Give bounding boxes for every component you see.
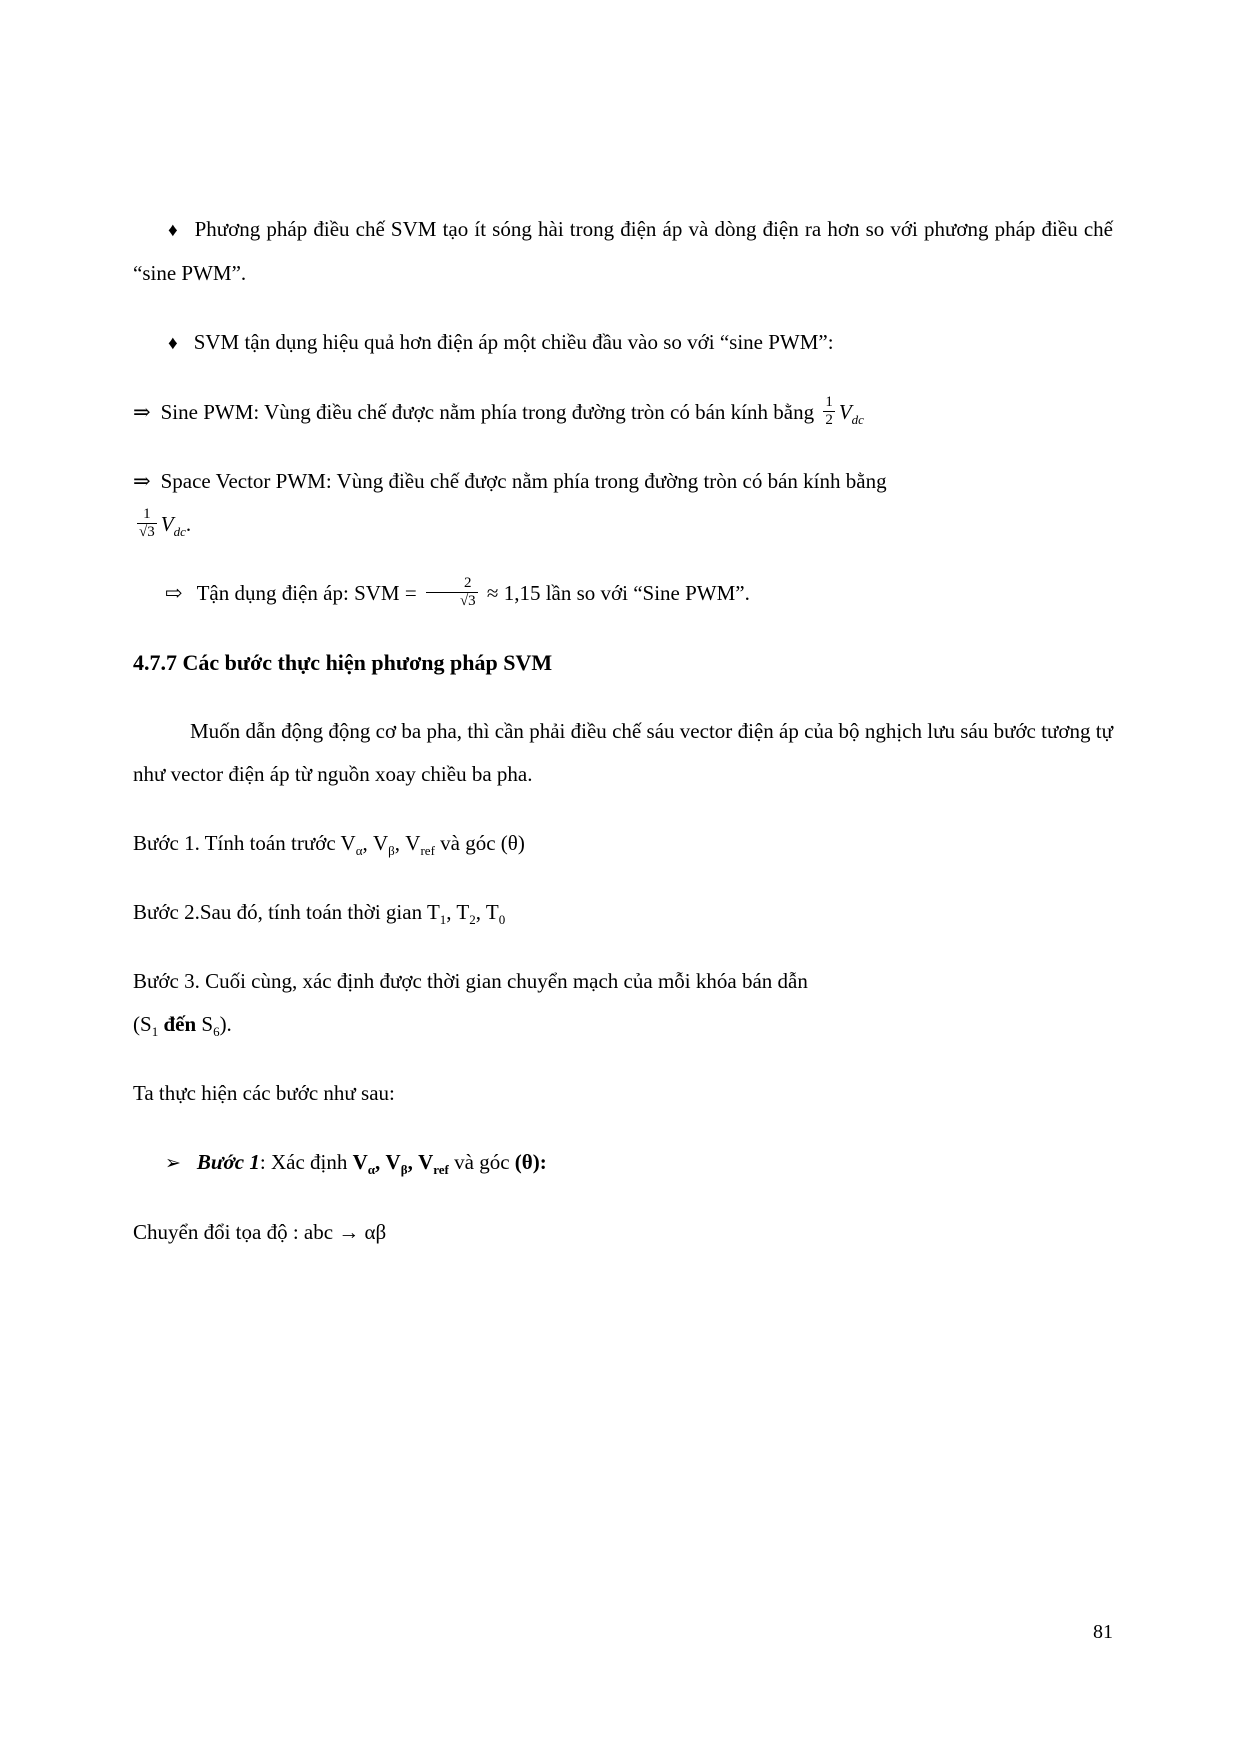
arrowhead-bullet-icon: ➢: [165, 1153, 181, 1174]
page-number: 81: [1093, 1621, 1113, 1643]
step2-line: [133, 891, 1113, 934]
separator: :: [259, 1150, 271, 1174]
diamond-bullet-icon: ♦: [168, 333, 178, 354]
alpha-subscript: α: [355, 843, 363, 859]
v-alpha-variable: V: [340, 831, 356, 855]
substep1-line: [133, 1141, 1113, 1185]
v-base: V: [385, 1150, 401, 1174]
step3-text: Bước 3. Cuối cùng, xác định được thời gian chuyển mạch của mỗi khóa bán dẫn: [133, 969, 808, 993]
separator: ,: [362, 831, 373, 855]
step1-line: [133, 822, 1113, 865]
vdc-subscript: dc: [173, 524, 186, 540]
vdc-variable: V: [160, 512, 174, 536]
fraction-denominator: 2: [825, 411, 833, 428]
t1-variable: T: [426, 900, 440, 924]
white-right-arrow-icon: ⇨: [165, 581, 183, 605]
s6-variable: S: [201, 1012, 214, 1036]
step2-prefix: Bước 2.Sau đó, tính toán thời gian: [133, 900, 427, 924]
s6-subscript: 6: [213, 1024, 220, 1040]
paren-close: ).: [219, 1012, 232, 1036]
v-base: V: [418, 1150, 434, 1174]
ref-subscript: ref: [420, 843, 435, 859]
fraction-numerator: 2: [464, 574, 472, 591]
bullet-item-1-text: Phương pháp điều chế SVM tạo ít sóng hài trong điện áp và dòng điện ra hơn so với phương pháp điều chế “sine PWM”.: [133, 217, 1113, 285]
sine-pwm-text: Sine PWM: Vùng điều chế được nằm phía trong đường tròn có bán kính bằng: [160, 400, 820, 424]
beta-subscript: β: [388, 843, 395, 859]
page-content: [133, 208, 1113, 1280]
theta-term: (θ):: [514, 1150, 547, 1174]
fraction-denominator: √3: [139, 523, 155, 540]
space-vector-line: [133, 460, 1113, 546]
ref-subscript: ref: [433, 1162, 449, 1178]
den-word: đến: [158, 1012, 202, 1036]
space-vector-text: Space Vector PWM: Vùng điều chế được nằm phía trong đường tròn có bán kính bằng: [160, 469, 887, 493]
step1-suffix: và góc (θ): [434, 831, 525, 855]
fraction-denominator: √3: [426, 592, 478, 610]
v-ref-variable: V: [405, 831, 421, 855]
fraction-numerator: 1: [825, 393, 833, 410]
v-base: V: [352, 1150, 368, 1174]
sentence-period: .: [185, 512, 192, 536]
t0-variable: T: [485, 900, 499, 924]
step3-line: [133, 960, 1113, 1046]
substep1-label: Bước 1: [196, 1150, 260, 1174]
voltage-utilization-line: [133, 572, 1113, 615]
fraction-two-over-sqrt3: [426, 575, 478, 610]
vdc-subscript: dc: [851, 412, 864, 428]
substep1-mid: và góc: [448, 1150, 515, 1174]
v-alpha-variable: [352, 1150, 449, 1178]
separator: ,: [375, 1150, 386, 1174]
double-arrow-icon: ⇒: [133, 400, 151, 424]
double-arrow-icon: ⇒: [133, 469, 151, 493]
vdc-variable: V: [838, 400, 852, 424]
separator: ,: [394, 831, 406, 855]
fraction-one-half: [823, 394, 835, 429]
s1-subscript: 1: [151, 1024, 159, 1040]
t0-subscript: 0: [498, 912, 506, 928]
transform-line: Chuyển đổi tọa độ : abc → αβ: [133, 1220, 387, 1244]
section-heading: 4.7.7 Các bước thực hiện phương pháp SVM: [133, 650, 553, 675]
utilization-text-after: ≈ 1,15 lần so với “Sine PWM”.: [481, 581, 750, 605]
fraction-numerator: 1: [143, 505, 151, 522]
t2-variable: T: [456, 900, 470, 924]
s1-variable: S: [140, 1012, 152, 1036]
alpha-subscript: α: [367, 1162, 376, 1178]
paren-open: (: [133, 1012, 140, 1036]
t1-subscript: 1: [439, 912, 447, 928]
fraction-one-over-sqrt3: [137, 506, 157, 541]
sine-pwm-line: [133, 391, 1113, 434]
beta-subscript: β: [400, 1162, 408, 1178]
follow-line: Ta thực hiện các bước như sau:: [133, 1081, 395, 1105]
bullet-item-2-text: SVM tận dụng hiệu quả hơn điện áp một chiều đầu vào so với “sine PWM”:: [193, 330, 834, 354]
separator: ,: [446, 900, 457, 924]
separator: ,: [475, 900, 486, 924]
t2-subscript: 2: [469, 912, 476, 928]
separator: ,: [407, 1150, 419, 1174]
intro-paragraph: Muốn dẫn động động cơ ba pha, thì cần phải điều chế sáu vector điện áp của bộ nghịch lưu sáu bước tương tự như vector điện áp từ nguồn xoay chiều ba pha.: [133, 719, 1113, 786]
utilization-text-before: Tận dụng điện áp: SVM =: [196, 581, 422, 605]
step1-prefix: Bước 1. Tính toán trước: [133, 831, 341, 855]
substep1-text: Xác định: [270, 1150, 353, 1174]
bullet-item-2: [133, 321, 1113, 365]
v-beta-variable: V: [373, 831, 389, 855]
bullet-item-1: [133, 208, 1113, 295]
diamond-bullet-icon: ♦: [168, 220, 179, 241]
